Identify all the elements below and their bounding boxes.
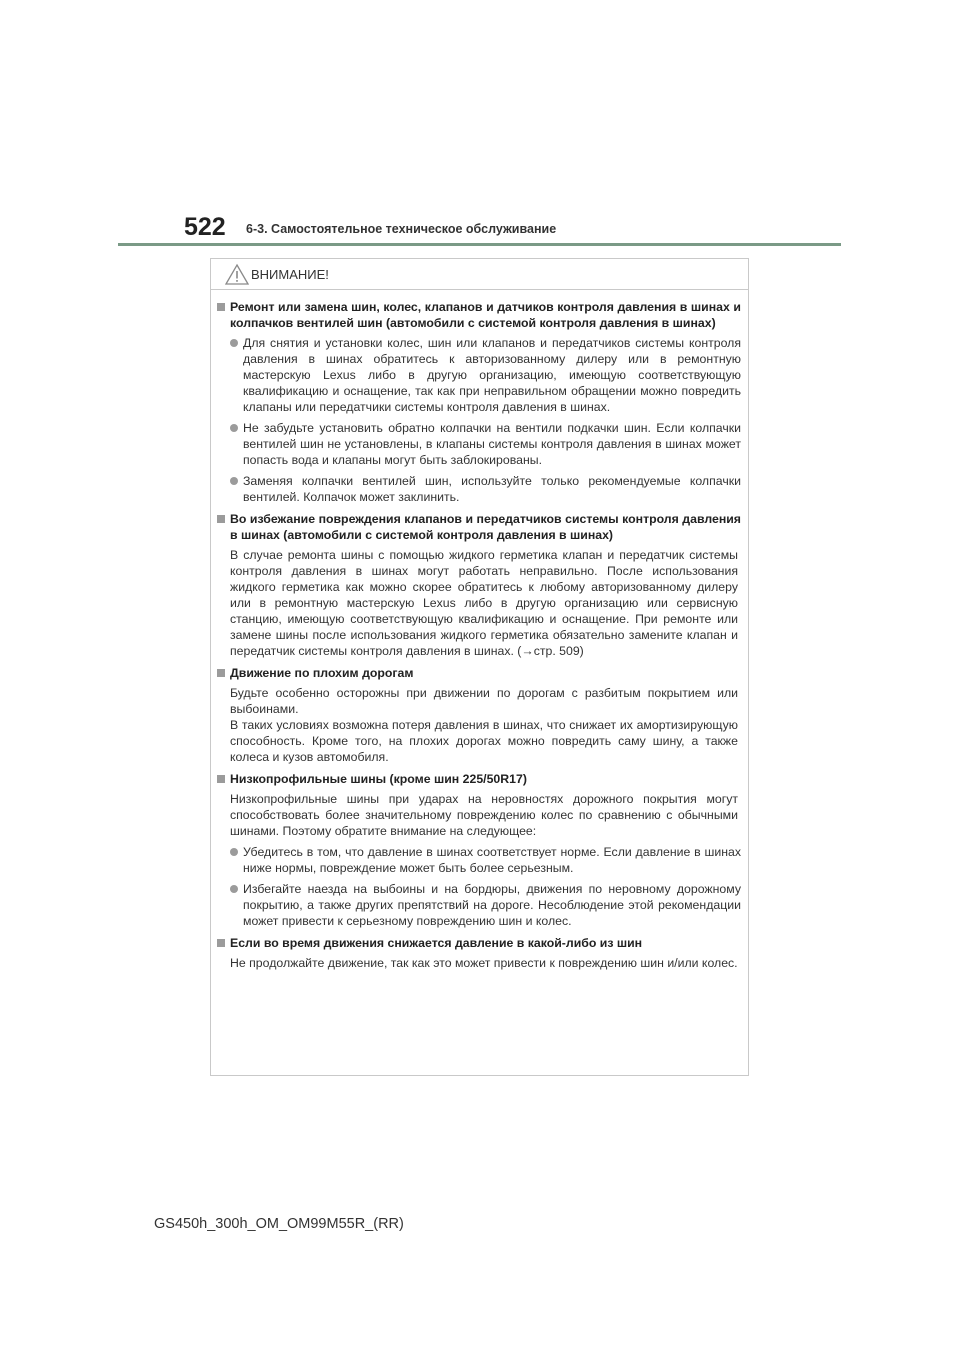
section-title: Если во время движения снижается давление в какой-либо из шин: [230, 935, 741, 951]
chapter-title: 6-3. Самостоятельное техническое обслуживание: [246, 222, 557, 236]
warning-box: [210, 258, 749, 1076]
paragraph: В таких условиях возможна потеря давления в шинах, что снижает их амортизирующую способность. Кроме того, на плохих дорогах можно повредить саму шину, а также колеса и кузов автомобиля.: [230, 718, 738, 764]
square-bullet-icon: [217, 669, 225, 677]
header-rule: [118, 243, 841, 246]
square-bullet-icon: [217, 939, 225, 947]
bullet-item: Для снятия и установки колес, шин или клапанов и передатчиков системы контроля давления в шинах обратитесь к авторизованному дилеру или в ремонтную мастерскую Lexus либо в другую организацию, имеющую соответствующую квалификацию и оснащение, так как при неправильном обращении можно повредить клапаны или передатчики системы контроля давления в шинах.: [243, 335, 741, 415]
square-bullet-icon: [217, 775, 225, 783]
paragraph: В случае ремонта шины с помощью жидкого герметика клапан и передатчик системы контроля давления в шинах могут работать неправильно. После использования жидкого герметика как можно скорее обратитесь к любому авторизованному дилеру или в ремонтную мастерскую Lexus либо в другую организацию или сервисную станцию, имеющую соответствующую квалификацию и оснащение. При ремонте или замене шины после использования жидкого герметика обязательно замените клапан и передатчик системы контроля давления в шинах. (→стр. 509): [230, 548, 738, 658]
paragraph: Не продолжайте движение, так как это может привести к повреждению шин и/или колес.: [230, 956, 738, 970]
round-bullet-icon: [230, 885, 238, 893]
warning-content: [211, 299, 748, 977]
warning-section: [211, 935, 748, 971]
warning-header: [211, 259, 748, 290]
section-title: Низкопрофильные шины (кроме шин 225/50R17): [230, 771, 741, 787]
bullet-item: Не забудьте установить обратно колпачки на вентили подкачки шин. Если колпачки вентилей шин не установлены, в клапаны системы контроля давления в шинах может попасть вода и клапаны могут быть заблокированы.: [243, 420, 741, 468]
round-bullet-icon: [230, 424, 238, 432]
square-bullet-icon: [217, 515, 225, 523]
round-bullet-icon: [230, 339, 238, 347]
warning-section: [211, 511, 748, 659]
square-bullet-icon: [217, 303, 225, 311]
warning-section: [211, 299, 748, 505]
warning-section: [211, 771, 748, 929]
warning-section: [211, 665, 748, 765]
warning-title: ВНИМАНИЕ!: [251, 267, 329, 282]
bullet-item: Заменяя колпачки вентилей шин, используйте только рекомендуемые колпачки вентилей. Колпачок может заклинить.: [243, 473, 741, 505]
section-title: Ремонт или замена шин, колес, клапанов и датчиков контроля давления в шинах и колпачков вентилей шин (автомобили с системой контроля давления в шинах): [230, 299, 741, 331]
section-title: Во избежание повреждения клапанов и передатчиков системы контроля давления в шинах (автомобили с системой контроля давления в шинах): [230, 511, 741, 543]
round-bullet-icon: [230, 848, 238, 856]
warning-triangle-icon: [225, 263, 249, 285]
bullet-item: Убедитесь в том, что давление в шинах соответствует норме. Если давление в шинах ниже нормы, повреждение может быть более серьезным.: [243, 844, 741, 876]
section-title: Движение по плохим дорогам: [230, 665, 741, 681]
paragraph: Низкопрофильные шины при ударах на неровностях дорожного покрытия могут способствовать более значительному повреждению колес по сравнению с обычными шинами. Поэтому обратите внимание на следующее:: [230, 792, 738, 838]
bullet-item: Избегайте наезда на выбоины и на бордюры, движения по неровному дорожному покрытию, а также других препятствий на дороге. Несоблюдение этой рекомендации может привести к серьезному повреждению шин и колес.: [243, 881, 741, 929]
paragraph: Будьте особенно осторожны при движении по дорогам с разбитым покрытием или выбоинами.: [230, 686, 738, 716]
document-code: GS450h_300h_OM_OM99M55R_(RR): [154, 1216, 404, 1232]
round-bullet-icon: [230, 477, 238, 485]
page-number: 522: [184, 213, 226, 241]
